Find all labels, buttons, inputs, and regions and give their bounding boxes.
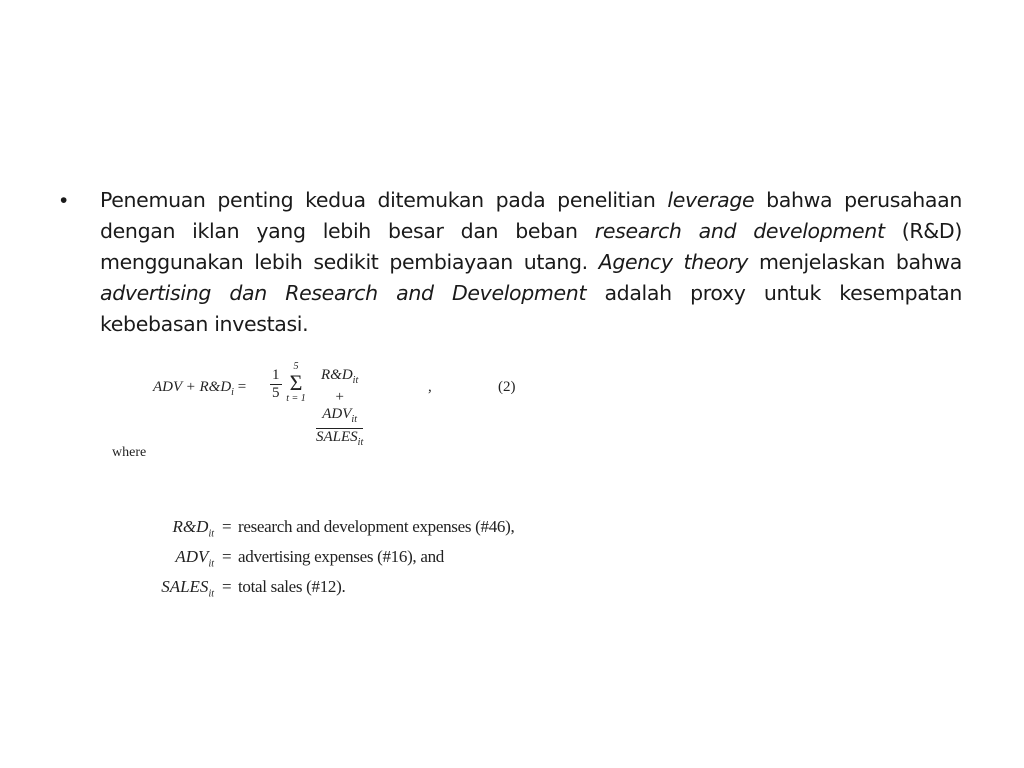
text-segment-italic: advertising dan Research and Development [100, 281, 587, 305]
summation-symbol: 5 Σ t = 1 [286, 361, 306, 404]
definition-description: advertising expenses (#16), and [238, 547, 444, 566]
formula-trail: , [428, 379, 432, 395]
definition-variable: $ADV_{it}$ [175, 547, 214, 570]
formula-coefficient: $\frac{1}{5}$ [272, 367, 280, 401]
text-segment-italic: Agency theory [598, 250, 749, 274]
definition-variable: $SALES_{it}$ [161, 577, 214, 600]
text-segment: Penemuan penting kedua ditemukan pada penelitian [100, 188, 668, 212]
where-label: where [112, 445, 147, 460]
text-segment: (R&D) menggunakan lebih sedikit pembiayaan utang. [100, 219, 962, 274]
definition-description: research and development expenses (#46), [238, 517, 515, 536]
bullet-dot: • [60, 189, 68, 212]
bullet-paragraph [100, 185, 962, 340]
formula-lhs: ADV + $R\&D_i$ = [153, 379, 247, 398]
definition-variable: $R\&D_{it}$ [172, 517, 214, 540]
formula-fraction: $R\&D_{it} + ADV_{it}$ $SALES_{it}$ [316, 367, 364, 448]
text-segment: menjelaskan bahwa [748, 250, 962, 274]
text-segment-italic: leverage [667, 188, 755, 212]
definition-equals: = [222, 517, 232, 536]
equation-number: (2) [498, 379, 516, 395]
bullet-item [60, 185, 962, 340]
definition-equals: = [222, 547, 232, 566]
definition-equals: = [222, 577, 232, 596]
text-segment: adalah proxy untuk kesempatan kebebasan investasi. [100, 281, 962, 336]
text-segment-italic: research and development [594, 219, 885, 243]
definition-description: total sales (#12). [238, 577, 346, 596]
text-segment: bahwa perusahaan dengan iklan yang lebih besar dan beban [100, 188, 962, 243]
